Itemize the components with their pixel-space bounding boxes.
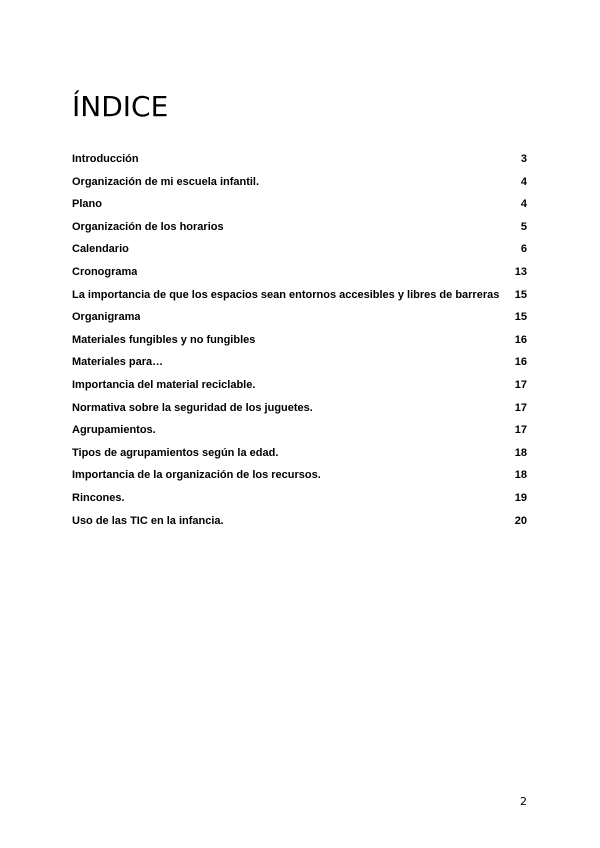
toc-entry-label: Plano: [72, 198, 102, 211]
toc-entry-page: 17: [514, 378, 527, 391]
toc-entry-material-reciclable[interactable]: [72, 374, 527, 397]
toc-entry-horarios[interactable]: [72, 216, 527, 239]
toc-entry-label: Rincones.: [72, 491, 125, 504]
toc-entry-page: 6: [520, 243, 527, 256]
toc-entry-label: Uso de las TIC en la infancia.: [72, 514, 224, 527]
toc-entry-page: 19: [514, 491, 527, 504]
toc-entry-page: 18: [514, 469, 527, 482]
page-number: 2: [520, 795, 527, 808]
toc-entry-page: 4: [520, 175, 527, 188]
toc-entry-label: Normativa sobre la seguridad de los juguetes.: [72, 401, 313, 414]
toc-entry-label: Materiales para…: [72, 356, 164, 369]
toc-entry-calendario[interactable]: [72, 238, 527, 261]
toc-entry-label: Introducción: [72, 153, 139, 165]
toc-entry-organizacion-recursos[interactable]: [72, 464, 527, 487]
toc-entry-page: 5: [520, 220, 527, 233]
toc-entry-label: Organización de mi escuela infantil.: [72, 175, 260, 188]
toc-entry-page: 17: [514, 424, 527, 437]
toc-entry-page: 15: [514, 288, 527, 301]
toc-entry-page: 13: [514, 265, 527, 278]
toc-entry-agrupamientos[interactable]: [72, 419, 527, 442]
toc-entry-introduccion[interactable]: [72, 148, 527, 171]
toc-entry-label: Organización de los horarios: [72, 220, 224, 233]
toc-entry-page: 16: [514, 333, 527, 346]
table-of-contents: [72, 148, 527, 532]
toc-entry-label: Importancia de la organización de los recursos.: [72, 469, 321, 482]
toc-entry-plano[interactable]: [72, 193, 527, 216]
toc-entry-label: Cronograma: [72, 265, 138, 278]
toc-entry-page: 17: [514, 401, 527, 414]
toc-entry-label: Importancia del material reciclable.: [72, 378, 256, 391]
toc-entry-materiales-fungibles[interactable]: [72, 329, 527, 352]
toc-entry-materiales-para[interactable]: [72, 351, 527, 374]
toc-entry-normativa-juguetes[interactable]: [72, 397, 527, 420]
toc-entry-organizacion-escuela[interactable]: [72, 171, 527, 194]
toc-entry-page: 15: [514, 311, 527, 324]
toc-entry-espacios-accesibles[interactable]: [72, 284, 527, 307]
toc-entry-label: Tipos de agrupamientos según la edad.: [72, 446, 279, 459]
toc-entry-cronograma[interactable]: [72, 261, 527, 284]
toc-entry-uso-tic[interactable]: [72, 510, 527, 533]
index-title: ÍNDICE: [72, 90, 169, 123]
toc-entry-page: 16: [514, 356, 527, 369]
toc-entry-page: 18: [514, 446, 527, 459]
toc-entry-organigrama[interactable]: [72, 306, 527, 329]
toc-entry-page: 3: [520, 153, 527, 165]
toc-entry-label: La importancia de que los espacios sean entornos accesibles y libres de barreras: [72, 288, 500, 301]
toc-entry-label: Materiales fungibles y no fungibles: [72, 333, 256, 346]
toc-entry-rincones[interactable]: [72, 487, 527, 510]
toc-entry-label: Agrupamientos.: [72, 424, 156, 437]
toc-entry-page: 20: [514, 514, 527, 527]
toc-entry-label: Organigrama: [72, 311, 141, 324]
toc-entry-tipos-agrupamientos[interactable]: [72, 442, 527, 465]
toc-entry-page: 4: [520, 198, 527, 211]
toc-entry-label: Calendario: [72, 243, 129, 256]
